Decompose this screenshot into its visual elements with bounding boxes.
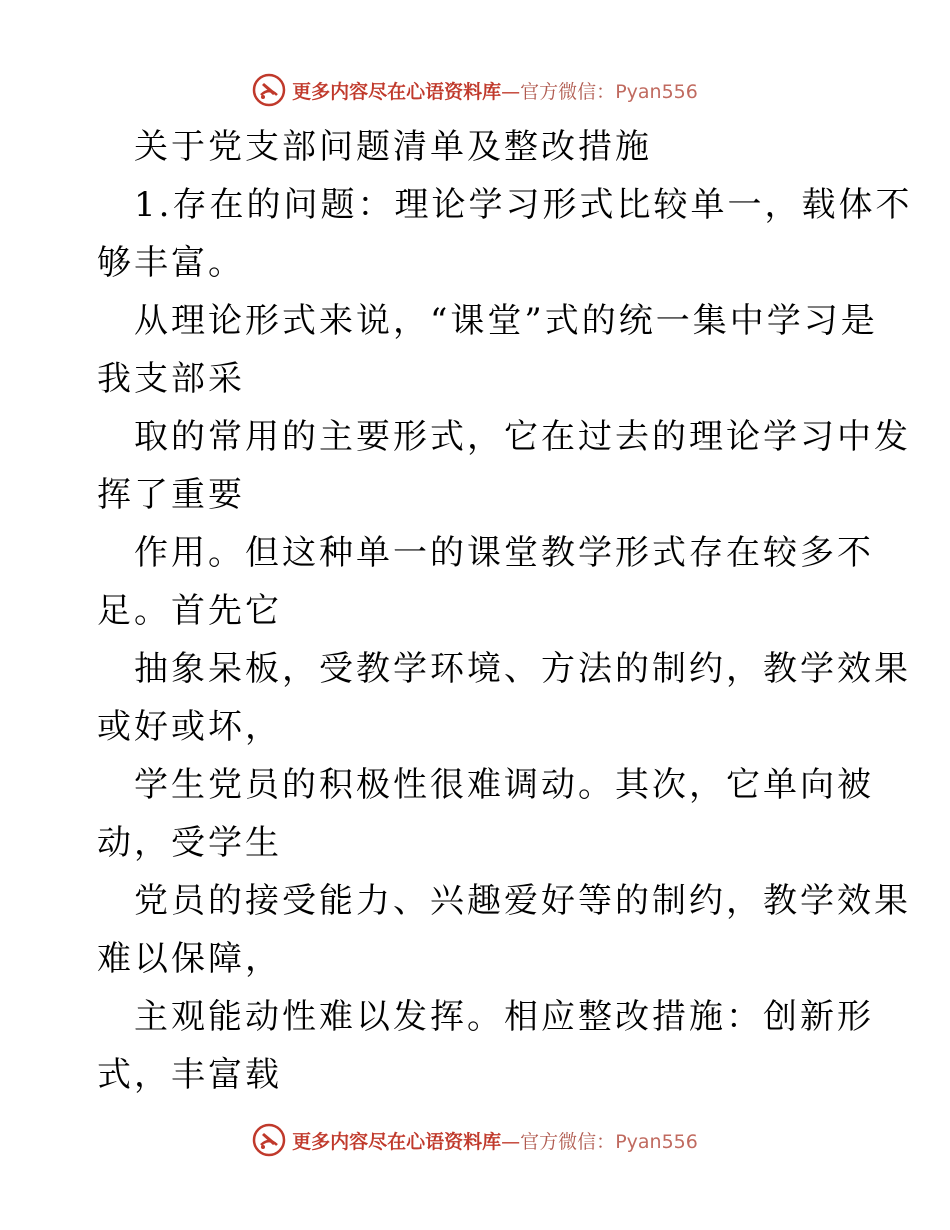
text-line: 主观能动性难以发挥。相应整改措施：创新形 [134,997,874,1037]
text-line: 1.存在的问题：理论学习形式比较单一，载体不 [134,185,913,225]
text-line: 式，丰富载 [97,1055,282,1095]
text-line: 动，受学生 [97,823,282,863]
watermark-text [292,77,698,104]
watermark-separator: — [501,80,521,103]
text-line: 从理论形式来说，“课堂”式的统一集中学习是 [134,301,878,341]
watermark-prefix: 更多内容尽在心语资料库 [292,1130,502,1153]
document-body [0,118,950,1104]
watermark-middle: 官方微信： [520,1130,616,1153]
text-line: 作用。但这种单一的课堂教学形式存在较多不 [134,533,874,573]
text-line: 我支部采 [97,359,245,399]
watermark-prefix: 更多内容尽在心语资料库 [292,80,502,103]
watermark-text [292,1127,698,1154]
document-title: 关于党支部问题清单及整改措施 [134,127,652,167]
book-quill-logo-icon [252,1123,286,1157]
text-line: 取的常用的主要形式，它在过去的理论学习中发 [134,417,911,457]
watermark-id: Pyan556 [615,80,698,103]
watermark-id: Pyan556 [615,1130,698,1153]
text-line: 挥了重要 [97,475,245,515]
text-line: 抽象呆板，受教学环境、方法的制约，教学效果 [134,649,911,689]
text-line: 足。首先它 [97,591,282,631]
text-line: 够丰富。 [97,243,245,283]
text-line: 或好或坏， [97,707,282,747]
watermark-separator: — [501,1130,521,1153]
text-line: 党员的接受能力、兴趣爱好等的制约，教学效果 [134,881,911,921]
text-line: 难以保障， [97,939,282,979]
book-quill-logo-icon [252,73,286,107]
watermark-header [0,70,950,110]
watermark-footer [0,1120,950,1160]
text-line: 学生党员的积极性很难调动。其次，它单向被 [134,765,874,805]
watermark-middle: 官方微信： [520,80,616,103]
